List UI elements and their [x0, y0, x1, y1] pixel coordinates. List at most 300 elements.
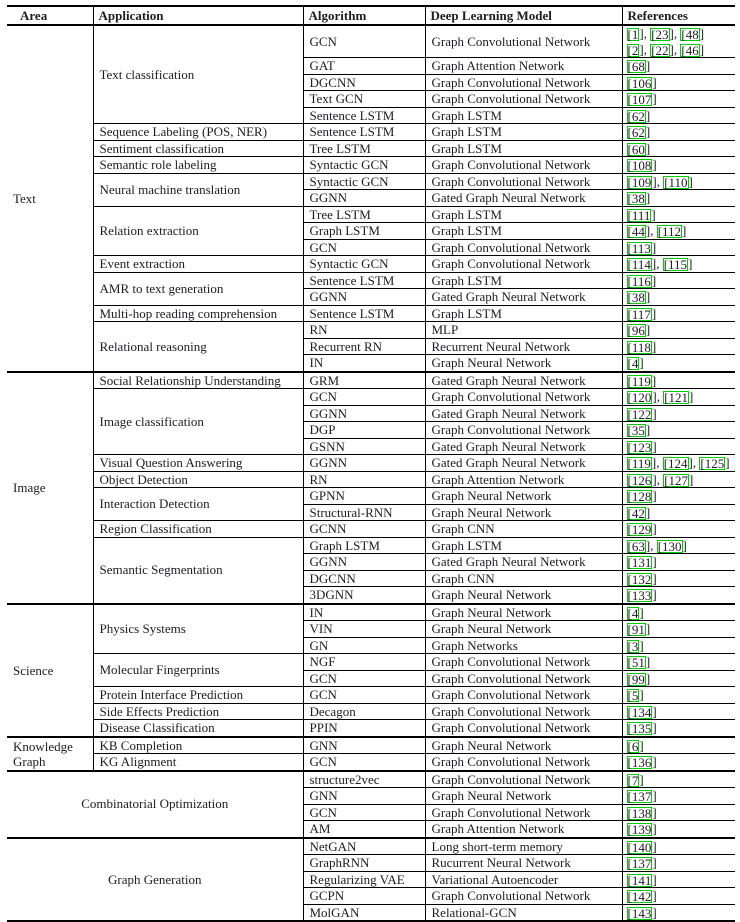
citation-link[interactable]: [5] [627, 687, 644, 703]
references-cell [622, 537, 735, 554]
references-cell [622, 223, 735, 240]
reference-line [627, 821, 734, 837]
citation-link-box: [96 [627, 323, 645, 338]
model-cell: Graph Convolutional Network [425, 256, 622, 273]
citation-link[interactable]: [46] [681, 41, 705, 58]
reference-line [627, 905, 734, 921]
citation-link-box: [109 [627, 174, 652, 190]
algorithm-cell: GCN [303, 754, 425, 771]
citation-link-box: [42 [627, 505, 645, 521]
references-cell [622, 157, 735, 174]
application-cell: AMR to text generation [93, 272, 303, 305]
algorithm-cell: DGCNN [303, 570, 425, 587]
citation-link[interactable]: [136] [627, 754, 657, 770]
algorithm-cell: Recurrent RN [303, 338, 425, 355]
references-cell [622, 821, 735, 838]
references-cell [622, 305, 735, 322]
citation-link-box: [139 [627, 822, 652, 837]
references-cell [622, 703, 735, 720]
citation-link-box: [2 [627, 42, 639, 58]
citation-link[interactable]: [128] [627, 488, 657, 504]
table-row [7, 272, 735, 289]
citation-link-box: [91 [627, 622, 645, 637]
citation-link[interactable]: [3] [627, 637, 644, 654]
model-cell: Graph CNN [425, 570, 622, 587]
citation-link[interactable]: [62] [627, 107, 651, 124]
citation-link[interactable]: [96] [627, 322, 651, 338]
citation-link[interactable]: [118] [627, 338, 657, 355]
table-row [7, 140, 735, 157]
model-cell: Gated Graph Neural Network [425, 405, 622, 422]
area-cell: Science [7, 604, 93, 737]
model-cell: Graph Convolutional Network [425, 389, 622, 406]
reference-line [627, 58, 734, 74]
algorithm-cell: Syntactic GCN [303, 256, 425, 273]
reference-line: [44], [112] [627, 223, 687, 239]
citation-link-box: [124 [663, 456, 688, 471]
citation-link[interactable]: [143] [627, 904, 657, 921]
application-cell: Physics Systems [93, 604, 303, 654]
citation-link-box: [51 [627, 655, 645, 670]
application-cell: Disease Classification [93, 720, 303, 737]
references-cell [622, 389, 735, 406]
citation-link-box: [62 [627, 125, 645, 140]
citation-link-box: [140 [627, 839, 652, 855]
citation-link-box: [38 [627, 290, 645, 305]
citation-link[interactable]: [137] [627, 788, 657, 804]
algorithm-cell: GGNN [303, 455, 425, 472]
reference-line: [126], [127] [627, 471, 694, 488]
citation-link-box: [138 [627, 805, 652, 821]
model-cell: Graph Convolutional Network [425, 888, 622, 905]
algorithm-cell: GraphRNN [303, 855, 425, 872]
references-cell [622, 504, 735, 521]
reference-line: [2], [22], [46] [627, 41, 705, 58]
citation-link-box: [137 [627, 789, 652, 804]
table-row [7, 173, 735, 190]
citation-link[interactable]: [38] [627, 289, 651, 305]
column-header-application: Application [93, 6, 303, 25]
citation-link[interactable]: [91] [627, 621, 651, 637]
citation-link[interactable]: [22] [651, 41, 674, 58]
reference-line [627, 571, 734, 587]
citation-link-box: [136 [627, 755, 652, 770]
citation-link-box: [62 [627, 108, 645, 124]
reference-line [627, 805, 734, 821]
model-cell: Graph Neural Network [425, 788, 622, 805]
citation-link-box: [115 [663, 257, 688, 272]
reference-line [627, 772, 734, 788]
algorithm-cell: MolGAN [303, 904, 425, 921]
model-cell: Graph Neural Network [425, 504, 622, 521]
citation-link[interactable]: [131] [627, 554, 657, 570]
reference-line [627, 654, 734, 670]
references-cell [622, 438, 735, 455]
application-cell: Sequence Labeling (POS, NER) [93, 124, 303, 141]
table-row [7, 771, 735, 788]
reference-line [627, 322, 734, 338]
citation-link[interactable]: [4] [627, 604, 644, 621]
citation-link[interactable]: [134] [627, 703, 657, 720]
column-header-algorithm: Algorithm [303, 6, 425, 25]
citation-link-box: [123 [627, 439, 652, 455]
citation-link-box: [121 [664, 390, 689, 405]
citation-link[interactable]: [119] [627, 372, 657, 389]
algorithm-cell: Sentence LSTM [303, 107, 425, 124]
model-cell: Graph Convolutional Network [425, 703, 622, 720]
model-cell: Graph Convolutional Network [425, 74, 622, 91]
references-cell [622, 471, 735, 488]
citation-link[interactable]: [137] [627, 855, 657, 871]
references-cell [622, 720, 735, 737]
model-cell: Graph LSTM [425, 206, 622, 223]
reference-line [627, 124, 734, 140]
merged-area-application-cell: Graph Generation [7, 838, 303, 922]
model-cell: Graph Convolutional Network [425, 422, 622, 439]
model-cell: Graph Neural Network [425, 355, 622, 372]
model-cell: Graph Convolutional Network [425, 239, 622, 256]
citation-link[interactable]: [138] [627, 804, 657, 821]
citation-link[interactable]: [123] [627, 438, 657, 455]
citation-link[interactable]: [115] [663, 256, 693, 272]
algorithm-cell: Sentence LSTM [303, 272, 425, 289]
model-cell: Graph Attention Network [425, 471, 622, 488]
citation-link[interactable]: [114] [627, 256, 657, 272]
algorithm-cell: GCPN [303, 888, 425, 905]
references-cell [622, 190, 735, 207]
table-row [7, 25, 735, 58]
reference-line: [114], [115] [627, 256, 693, 272]
references-cell [622, 405, 735, 422]
citation-link[interactable]: [111] [627, 206, 656, 223]
references-cell [622, 256, 735, 273]
citation-link-box: [7 [627, 772, 639, 788]
citation-link[interactable]: [23] [651, 26, 674, 42]
citation-link-box: [4 [627, 356, 639, 371]
algorithm-cell: GPNN [303, 488, 425, 505]
citation-link-box: [23 [651, 27, 669, 42]
application-cell: Object Detection [93, 471, 303, 488]
table-row [7, 754, 735, 771]
model-cell: Graph Convolutional Network [425, 157, 622, 174]
citation-link[interactable]: [112] [657, 223, 687, 239]
algorithm-cell: GRM [303, 372, 425, 389]
references-cell [622, 888, 735, 905]
citation-link[interactable]: [108] [627, 157, 657, 173]
citation-link[interactable]: [141] [627, 871, 657, 888]
model-cell: Graph Convolutional Network [425, 91, 622, 108]
area-cell: Text [7, 25, 93, 372]
reference-line [627, 754, 734, 770]
application-cell: Semantic Segmentation [93, 537, 303, 604]
reference-line: [119], [124], [125] [627, 455, 730, 471]
algorithm-cell: GSNN [303, 438, 425, 455]
algorithm-cell: Structural-RNN [303, 504, 425, 521]
citation-link[interactable]: [127] [664, 471, 694, 488]
reference-line [627, 855, 734, 871]
citation-link-box: [35 [627, 423, 645, 438]
references-cell [622, 788, 735, 805]
citation-link-box: [119 [627, 456, 651, 471]
algorithm-cell: GCNN [303, 521, 425, 538]
citation-link[interactable]: [68] [627, 58, 651, 74]
citation-link-box: [120 [627, 390, 652, 405]
algorithm-cell: Sentence LSTM [303, 305, 425, 322]
table-row [7, 838, 735, 855]
reference-line [627, 355, 734, 371]
citation-link[interactable]: [113] [627, 239, 657, 256]
citation-link-box: [114 [627, 257, 651, 272]
model-cell: Gated Graph Neural Network [425, 554, 622, 571]
citation-link-box: [110 [664, 174, 688, 190]
application-cell: Relation extraction [93, 206, 303, 256]
reference-line [627, 521, 734, 537]
algorithm-cell: NetGAN [303, 838, 425, 855]
references-cell [622, 107, 735, 124]
table-row [7, 389, 735, 406]
citation-link[interactable]: [7] [627, 771, 644, 788]
application-cell: Interaction Detection [93, 488, 303, 521]
references-cell [622, 272, 735, 289]
reference-line [627, 306, 734, 322]
applications-table [7, 5, 735, 922]
area-cell: Image [7, 372, 93, 604]
citation-link-box: [116 [627, 273, 651, 289]
citation-link[interactable]: [48] [681, 26, 705, 42]
citation-link[interactable]: [130] [657, 537, 687, 554]
citation-link[interactable]: [107] [627, 91, 657, 107]
algorithm-cell: IN [303, 604, 425, 621]
citation-link-box: [135 [627, 721, 652, 736]
model-cell: Graph Convolutional Network [425, 804, 622, 821]
algorithm-cell: IN [303, 355, 425, 372]
algorithm-cell: Regularizing VAE [303, 871, 425, 888]
citation-link[interactable]: [133] [627, 587, 657, 603]
citation-link[interactable]: [142] [627, 888, 657, 904]
citation-link[interactable]: [51] [627, 654, 651, 670]
model-cell: Gated Graph Neural Network [425, 372, 622, 389]
model-cell: Graph LSTM [425, 305, 622, 322]
reference-line [627, 621, 734, 637]
reference-line: [63], [130] [627, 537, 687, 554]
citation-link[interactable]: [42] [627, 504, 651, 521]
table-row [7, 256, 735, 273]
citation-link-box: [38 [627, 191, 645, 206]
citation-link-box: [117 [627, 306, 651, 322]
model-cell: Gated Graph Neural Network [425, 455, 622, 472]
table-row [7, 654, 735, 671]
algorithm-cell: AM [303, 821, 425, 838]
citation-link-box: [118 [627, 339, 651, 355]
citation-link-box: [68 [627, 59, 645, 74]
references-cell [622, 737, 735, 754]
references-cell [622, 338, 735, 355]
citation-link-box: [134 [627, 704, 652, 720]
citation-link[interactable]: [135] [627, 720, 657, 736]
references-cell [622, 322, 735, 339]
table-body [7, 25, 735, 921]
citation-link[interactable]: [122] [627, 405, 657, 422]
reference-line: [1], [23], [48] [627, 26, 705, 42]
citation-link-box: [126 [627, 472, 652, 488]
application-cell: Social Relationship Understanding [93, 372, 303, 389]
references-cell [622, 838, 735, 855]
application-cell: Side Effects Prediction [93, 703, 303, 720]
citation-link-box: [132 [627, 571, 652, 587]
references-cell [622, 570, 735, 587]
algorithm-cell: GCN [303, 389, 425, 406]
reference-line [627, 605, 734, 621]
application-cell: KG Alignment [93, 754, 303, 771]
algorithm-cell: GN [303, 637, 425, 654]
citation-link-box: [6 [627, 738, 639, 754]
citation-link[interactable]: [139] [627, 821, 657, 837]
algorithm-cell: Tree LSTM [303, 206, 425, 223]
references-cell [622, 355, 735, 372]
references-cell [622, 58, 735, 75]
reference-line [627, 738, 734, 754]
model-cell: Long short-term memory [425, 838, 622, 855]
citation-link[interactable]: [38] [627, 190, 651, 206]
application-cell: Image classification [93, 389, 303, 455]
algorithm-cell: Text GCN [303, 91, 425, 108]
area-cell: Knowledge Graph [7, 737, 93, 771]
references-cell [622, 521, 735, 538]
model-cell: Graph LSTM [425, 272, 622, 289]
citation-link[interactable]: [116] [627, 272, 657, 289]
citation-link[interactable]: [2] [627, 41, 644, 58]
citation-link-box: [44 [627, 224, 645, 239]
model-cell: MLP [425, 322, 622, 339]
citation-link-box: [111 [627, 207, 651, 223]
citation-link-box: [127 [664, 472, 689, 488]
citation-link[interactable]: [99] [627, 670, 651, 687]
algorithm-cell: GGNN [303, 190, 425, 207]
model-cell: Graph Convolutional Network [425, 687, 622, 704]
algorithm-cell: structure2vec [303, 771, 425, 788]
algorithm-cell: PPIN [303, 720, 425, 737]
reference-line [627, 839, 734, 855]
references-cell [622, 372, 735, 389]
citation-link[interactable]: [120] [627, 389, 657, 405]
reference-line [627, 406, 734, 422]
reference-line: [109], [110] [627, 173, 693, 190]
model-cell: Graph Attention Network [425, 58, 622, 75]
citation-link[interactable]: [125] [700, 455, 730, 471]
reference-line [627, 108, 734, 124]
reference-line: [120], [121] [627, 389, 694, 405]
references-cell [622, 670, 735, 687]
references-cell [622, 422, 735, 439]
references-cell [622, 91, 735, 108]
citation-link[interactable]: [121] [664, 389, 694, 405]
references-cell [622, 140, 735, 157]
algorithm-cell: Sentence LSTM [303, 124, 425, 141]
citation-link-box: [46 [681, 42, 699, 58]
application-cell: Multi-hop reading comprehension [93, 305, 303, 322]
citation-link[interactable]: [117] [627, 305, 657, 322]
reference-line [627, 720, 734, 736]
table-row [7, 305, 735, 322]
reference-line [627, 439, 734, 455]
application-cell: Relational reasoning [93, 322, 303, 372]
model-cell: Graph LSTM [425, 124, 622, 141]
column-header-references: References [622, 6, 735, 25]
algorithm-cell: Graph LSTM [303, 537, 425, 554]
citation-link[interactable]: [4] [627, 355, 644, 371]
model-cell: Graph CNN [425, 521, 622, 538]
citation-link[interactable]: [44] [627, 223, 651, 239]
algorithm-cell: GCN [303, 804, 425, 821]
algorithm-cell: GGNN [303, 289, 425, 306]
applications-table-container [7, 5, 735, 922]
citation-link[interactable]: [132] [627, 570, 657, 587]
table-row [7, 488, 735, 505]
citation-link-box: [60 [627, 141, 645, 157]
application-cell: Semantic role labeling [93, 157, 303, 174]
references-cell [622, 554, 735, 571]
reference-line [627, 157, 734, 173]
algorithm-cell: GCN [303, 670, 425, 687]
model-cell: Graph Neural Network [425, 604, 622, 621]
citation-link[interactable]: [140] [627, 838, 657, 855]
algorithm-cell: DGCNN [303, 74, 425, 91]
citation-link[interactable]: [109] [627, 173, 657, 190]
model-cell: Graph Convolutional Network [425, 173, 622, 190]
citation-link[interactable]: [124] [663, 455, 693, 471]
citation-link-box: [141 [627, 872, 652, 888]
citation-link[interactable]: [60] [627, 140, 651, 157]
reference-line [627, 91, 734, 107]
algorithm-cell: GNN [303, 737, 425, 754]
citation-link-box: [112 [657, 224, 682, 239]
citation-link-box: [131 [627, 555, 652, 570]
citation-link[interactable]: [35] [627, 422, 651, 438]
citation-link[interactable]: [106] [627, 74, 657, 91]
citation-link-box: [99 [627, 671, 645, 687]
citation-link[interactable]: [110] [664, 173, 693, 190]
application-cell: Region Classification [93, 521, 303, 538]
application-cell: Sentiment classification [93, 140, 303, 157]
citation-link-box: [133 [627, 588, 652, 603]
model-cell: Graph Convolutional Network [425, 654, 622, 671]
references-cell [622, 289, 735, 306]
model-cell: Rucurrent Neural Network [425, 855, 622, 872]
citation-link[interactable]: [6] [627, 737, 644, 754]
citation-link[interactable]: [129] [627, 521, 657, 537]
table-row [7, 720, 735, 737]
header-row [7, 6, 735, 25]
citation-link-box: [130 [657, 538, 682, 554]
citation-link[interactable]: [1] [627, 26, 644, 42]
references-cell [622, 621, 735, 638]
reference-line [627, 704, 734, 720]
citation-link[interactable]: [63] [627, 537, 651, 554]
application-cell: Neural machine translation [93, 173, 303, 206]
citation-link-box: [119 [627, 373, 651, 389]
model-cell: Graph Convolutional Network [425, 720, 622, 737]
model-cell: Graph Neural Network [425, 621, 622, 638]
citation-link-box: [4 [627, 605, 639, 621]
citation-link[interactable]: [62] [627, 124, 651, 140]
algorithm-cell: RN [303, 322, 425, 339]
table-row [7, 322, 735, 339]
citation-link-box: [48 [681, 27, 699, 42]
citation-link[interactable]: [126] [627, 471, 657, 488]
citation-link[interactable]: [119] [627, 455, 657, 471]
application-cell: Event extraction [93, 256, 303, 273]
reference-line [627, 687, 734, 703]
